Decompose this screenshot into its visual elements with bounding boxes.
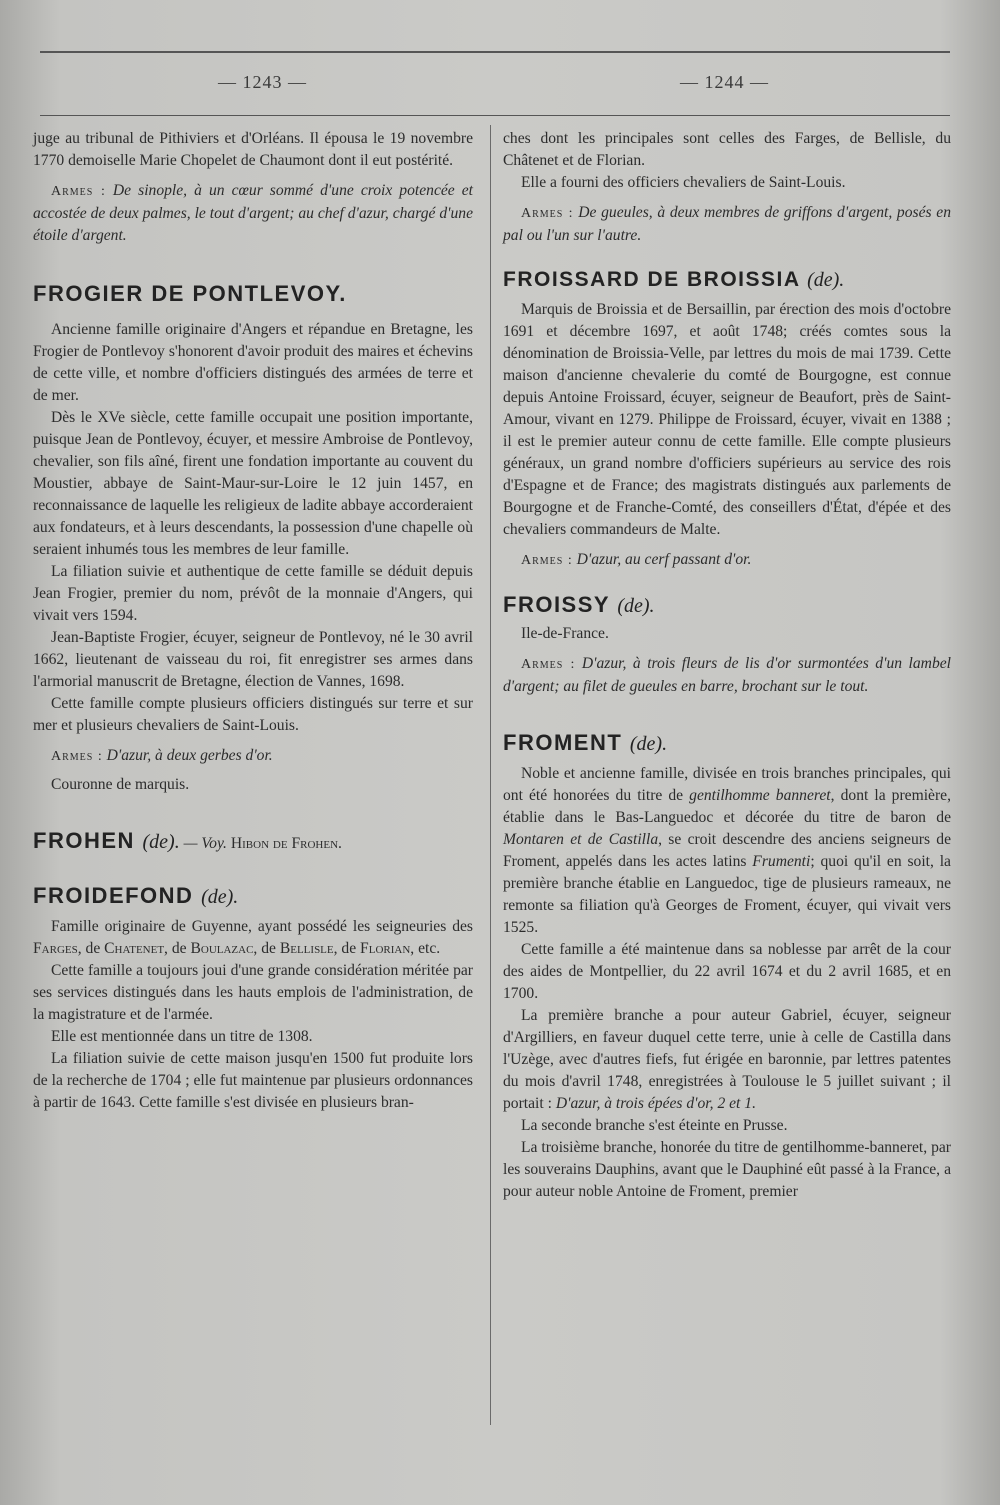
cross-reference: Hibon de Frohen. bbox=[230, 835, 342, 852]
froment-paragraph-5: La troisième branche, honorée du titre de gentilhomme-banneret, par les souverains Dauphins, avant que le Dauphiné eût passé à la France, a pour auteur noble Antoine de Froment, premier bbox=[503, 1139, 951, 1200]
froment-paragraph-1: Noble et ancienne famille, divisée en trois branches principales, qui ont été honorées du titre de gentilhomme banneret, dont la première, établie dans le Bas-Languedoc et décorée du titre de baron de Montaren et de Castilla, se croit descendre des anciens seigneurs de Froment, appelés dans les actes latins Frumenti; quoi qu'il en soit, la première branche établie en Languedoc, tige de plusieurs rameaux, ne remonte sa filiation qu'à Georges de Froment, écuyer, qui vivait vers 1525. bbox=[503, 765, 952, 936]
froment-paragraph-2: Cette famille a été maintenue dans sa noblesse par arrêt de la cour des aides de Montpellier, du 22 avril 1674 et du 2 avril 1685, et en 1700. bbox=[503, 941, 951, 1002]
particle: (de). bbox=[201, 886, 239, 908]
arms-blazon: D'azur, à trois fleurs de lis d'or surmontées d'un lambel d'argent; au filet de gueules en barre, brochant sur le tout. bbox=[503, 655, 951, 695]
particle: (de). bbox=[142, 831, 180, 853]
header-rule bbox=[40, 115, 950, 116]
arms-blazon: D'azur, à deux gerbes d'or. bbox=[106, 747, 273, 764]
frogier-paragraph-1: Ancienne famille originaire d'Angers et répandue en Bretagne, les Frogier de Pontlevoy s'honorent d'avoir produit des maires et échevins de cette ville, et nombre d'officiers distingués des armées de terre et de mer. bbox=[33, 321, 473, 404]
column-divider bbox=[490, 125, 491, 1425]
see-reference-label: — Voy. bbox=[183, 835, 227, 852]
froissard-paragraph: Marquis de Broissia et de Bersaillin, par érection des mois d'octobre 1691 et décembre 1697, et août 1748; créés comtes sous la dénomination de Broissia-Velle, par lettres du mois de mai 1739. Cette maison d'ancienne chevalerie du comté de Bourgogne, est connue depuis Antoine Froissard, écuyer, seigneur de Beaufort, près de Saint-Amour, vivant en 1279. Philippe de Froissard, écuyer, vivait en 1388 ; il est le premier auteur connu de cette famille. Elle compte plusieurs généraux, un grand nombre d'officiers supérieurs au service des rois d'Espagne et de France; des magistrats distingués aux parlements de Bourgogne et de Franche-Comté, des conseillers d'État, d'épée et des chevaliers commandeurs de Malte. bbox=[503, 301, 951, 538]
froissy-region: Ile-de-France. bbox=[521, 625, 609, 642]
frogier-arms bbox=[33, 745, 473, 768]
left-page-number: — 1243 — bbox=[218, 72, 307, 92]
frogier-paragraph-3: La filiation suivie et authentique de cette famille se déduit depuis Jean Frogier, premier du nom, prévôt de la monnaie d'Angers, qui vivait vers 1594. bbox=[33, 563, 473, 624]
froissy-arms bbox=[503, 653, 951, 698]
arms-label: Armes : bbox=[51, 184, 106, 199]
intro-paragraph: juge au tribunal de Pithiviers et d'Orléans. Il épousa le 19 novembre 1770 demoiselle Marie Chopelet de Chaumont dont il eut postérité. bbox=[33, 130, 473, 169]
froidefond-paragraph-3: Elle est mentionnée dans un titre de 1308. bbox=[51, 1028, 313, 1045]
entry-title-froidefond: FROIDEFOND (de). bbox=[33, 883, 239, 908]
entry-title-froissy: FROISSY (de). bbox=[503, 592, 655, 617]
entry-title-froissard: FROISSARD DE BROISSIA (de). bbox=[503, 268, 845, 291]
particle: (de). bbox=[629, 733, 668, 755]
arms-label: Armes : bbox=[521, 553, 573, 568]
froidefond-continued-2: Elle a fourni des officiers chevaliers de Saint-Louis. bbox=[521, 174, 846, 191]
froissard-arms bbox=[503, 549, 951, 572]
arms-blazon: De sinople, à un cœur sommé d'une croix potencée et accostée de deux palmes, le tout d'argent; au chef d'azur, chargé d'une étoile d'argent. bbox=[33, 182, 474, 244]
froidefond-continued-1: ches dont les principales sont celles des Farges, de Bellisle, du Châtenet et de Florian. bbox=[503, 130, 951, 169]
frogier-paragraph-4: Jean-Baptiste Frogier, écuyer, seigneur de Pontlevoy, né le 30 avril 1662, lieutenant de vaisseau du roi, fit enregistrer ses armes dans l'armorial manuscrit de Bretagne, élection de Vannes, 1698. bbox=[33, 629, 473, 690]
froidefond-arms bbox=[503, 202, 951, 247]
frogier-crown: Couronne de marquis. bbox=[51, 776, 190, 793]
frogier-paragraph-2: Dès le XVe siècle, cette famille occupait une position importante, puisque Jean de Pontlevoy, écuyer, et messire Ambroise de Pontlevoy, chevalier, son fils aîné, firent une fondation importante au couvent du Moustier, abbaye de Saint-Maur-sur-Loire le 12 juin 1457, en reconnaissance de laquelle les religieux de ladite abbaye accorderaient aux fondateurs, et à leurs descendants, la possession d'une chapelle où seraient inhumés tous les membres de leur famille. bbox=[33, 409, 473, 558]
particle: (de). bbox=[807, 269, 845, 291]
right-column bbox=[503, 128, 951, 1203]
frogier-paragraph-5: Cette famille compte plusieurs officiers distingués sur terre et sur mer et plusieurs chevaliers de Saint-Louis. bbox=[33, 695, 473, 734]
top-rule bbox=[40, 51, 950, 53]
right-page-number: — 1244 — bbox=[680, 72, 769, 92]
particle: (de). bbox=[617, 595, 655, 617]
arms-label: Armes : bbox=[521, 657, 576, 672]
entry-title-froment: FROMENT (de). bbox=[503, 730, 668, 755]
arms-label: Armes : bbox=[51, 749, 103, 764]
entry-title-frogier: FROGIER DE PONTLEVOY. bbox=[33, 281, 347, 306]
froidefond-paragraph-1: Famille originaire de Guyenne, ayant possédé les seigneuries des Farges, de Chatenet, de Boulazac, de Bellisle, de Florian, etc. bbox=[33, 918, 473, 957]
intro-arms bbox=[33, 180, 473, 247]
arms-label: Armes : bbox=[521, 206, 574, 221]
froment-paragraph-4: La seconde branche s'est éteinte en Prusse. bbox=[521, 1117, 788, 1134]
froment-paragraph-3: La première branche a pour auteur Gabriel, écuyer, seigneur d'Argilliers, en faveur duquel cette terre, unie à celle de Castilla dans l'Uzège, avec d'autres fiefs, fut érigée en baronnie, par lettres patentes du mois d'avril 1748, enregistrées à Toulouse le 5 juillet suivant ; il portait : D'azur, à trois épées d'or, 2 et 1. bbox=[503, 1007, 951, 1112]
entry-title-frohen: FROHEN (de). bbox=[33, 828, 180, 853]
arms-blazon: D'azur, au cerf passant d'or. bbox=[576, 551, 752, 568]
left-column bbox=[33, 128, 473, 1114]
arms-blazon: De gueules, à deux membres de griffons d'argent, posés en pal ou l'un sur l'autre. bbox=[503, 204, 951, 244]
froidefond-paragraph-4: La filiation suivie de cette maison jusqu'en 1500 fut produite lors de la recherche de 1704 ; elle fut maintenue par plusieurs ordonnances à partir de 1643. Cette famille s'est divisée en plusieurs bran- bbox=[33, 1050, 473, 1111]
entry-frohen bbox=[33, 830, 473, 855]
froidefond-paragraph-2: Cette famille a toujours joui d'une grande considération méritée par ses services distingués dans les hauts emplois de l'administration, de la magistrature et de l'armée. bbox=[33, 962, 473, 1023]
